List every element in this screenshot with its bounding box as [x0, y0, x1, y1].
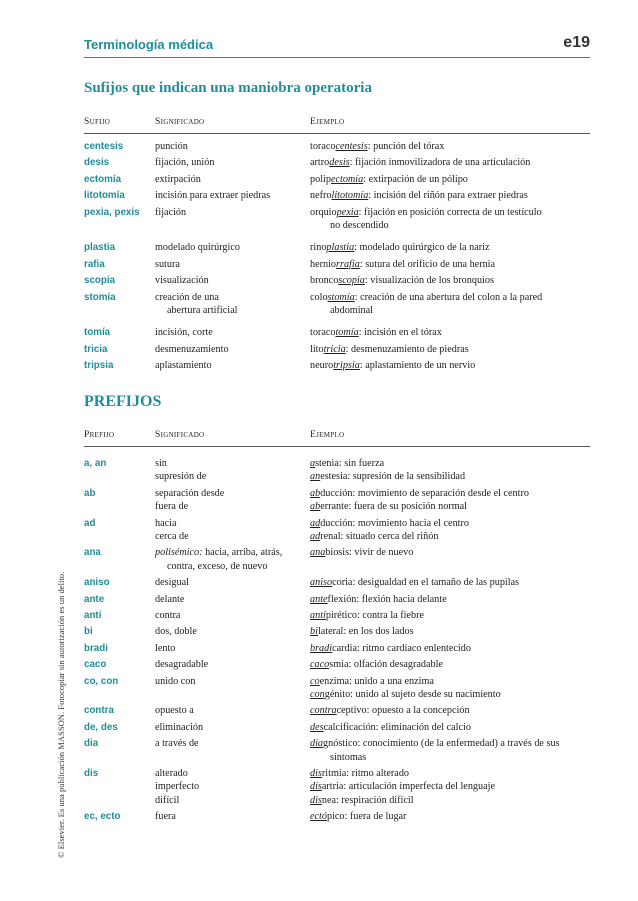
sufijo-term: pexia, pexis — [84, 206, 140, 218]
example-line: adrenal: situado cerca del riñón — [310, 531, 439, 542]
affix-highlight: ante — [310, 593, 328, 605]
significado-cell — [155, 343, 305, 356]
table-row — [84, 274, 590, 290]
chapter-title: Terminología médica — [84, 37, 214, 52]
affix-highlight: desis — [329, 157, 350, 169]
affix-highlight: an — [310, 471, 321, 483]
significado-cell — [155, 658, 305, 671]
prefijo-term: aniso — [84, 577, 110, 589]
ejemplo-cell — [310, 576, 592, 589]
table-row — [84, 625, 590, 641]
meaning-line: separación desde — [155, 487, 225, 499]
example-line: anabiosis: vivir de nuevo — [310, 547, 414, 559]
significado-cell — [155, 642, 305, 655]
column-header-sufijo: Sufijo — [84, 117, 111, 127]
affix-highlight: tomía — [335, 327, 359, 339]
example-line: coenzima: unido a una enzima — [310, 675, 434, 687]
table-row — [84, 767, 590, 810]
example-line: astenia: sin fuerza — [310, 458, 385, 469]
ejemplo-cell — [310, 326, 592, 339]
example-line: no descendido — [330, 219, 389, 231]
affix-highlight: caco — [310, 659, 330, 671]
affix-highlight: ad — [310, 531, 321, 542]
prefijos-table — [84, 457, 590, 826]
meaning-line: extirpación — [155, 173, 201, 185]
table-row — [84, 140, 590, 156]
affix-highlight: anti — [310, 609, 326, 621]
sufijo-term: ectomía — [84, 173, 122, 185]
sufijo-term: rafia — [84, 258, 105, 270]
example-line: abducción: movimiento de separación desde el centro — [310, 487, 529, 499]
ejemplo-cell — [310, 241, 592, 254]
affix-highlight: bi — [310, 626, 318, 638]
prefijo-term: caco — [84, 659, 107, 671]
page-number: e19 — [563, 34, 590, 51]
meaning-line: a través de — [155, 738, 199, 750]
significado-cell — [155, 274, 305, 287]
ejemplo-cell — [310, 343, 592, 356]
example-line: bilateral: en los dos lados — [310, 626, 414, 638]
example-line: contraceptivo: opuesto a la concepción — [310, 705, 470, 717]
ejemplo-cell — [310, 173, 592, 186]
table-row — [84, 517, 590, 547]
ejemplo-cell — [310, 721, 592, 734]
example-line: orquiopexia: fijación en posición correcta de un testículo — [310, 206, 542, 218]
meaning-line: desagradable — [155, 659, 209, 671]
table-row — [84, 487, 590, 517]
table-row — [84, 609, 590, 625]
table-row — [84, 258, 590, 274]
ejemplo-cell — [310, 206, 592, 233]
prefijo-term: ad — [84, 517, 96, 529]
significado-cell — [155, 810, 305, 823]
example-line: cacosmia: olfación desagradable — [310, 659, 443, 671]
significado-cell — [155, 173, 305, 186]
meaning-line: cerca de — [155, 531, 189, 542]
table-row — [84, 189, 590, 205]
sufijo-term: stomía — [84, 291, 116, 303]
prefijo-term: a, an — [84, 458, 107, 469]
table-row — [84, 457, 590, 487]
affix-highlight: ab — [310, 487, 321, 499]
sufijo-term: litotomía — [84, 190, 125, 202]
table-row — [84, 642, 590, 658]
prefijo-term: bradi — [84, 642, 108, 654]
column-header-prefijo: Prefijo — [84, 430, 115, 440]
significado-cell — [155, 326, 305, 339]
ejemplo-cell — [310, 258, 592, 271]
prefijo-term: anti — [84, 609, 102, 621]
example-line: colostomía: creación de una abertura del colon a la pared — [310, 291, 543, 303]
sufijos-section-title: Sufijos que indican una maniobra operatoria — [84, 80, 372, 96]
table-row — [84, 704, 590, 720]
example-line: toracotomía: incisión en el tórax — [310, 327, 442, 339]
prefijo-term: dia — [84, 738, 99, 750]
affix-highlight: bradi — [310, 642, 333, 654]
example-line: nefrolitotomía: incisión del riñón para extraer piedras — [310, 190, 528, 202]
table-row — [84, 721, 590, 737]
prefijos-column-headers — [84, 430, 590, 448]
meaning-italic: polisémico: — [155, 547, 203, 559]
ejemplo-cell — [310, 156, 592, 169]
significado-cell — [155, 206, 305, 219]
table-row — [84, 675, 590, 705]
significado-cell — [155, 546, 305, 573]
meaning-line: creación de una — [155, 291, 219, 303]
meaning-line: delante — [155, 593, 185, 605]
affix-highlight: tricia — [323, 343, 346, 355]
ejemplo-cell — [310, 704, 592, 717]
example-line: anestesia: supresión de la sensibilidad — [310, 471, 466, 483]
ejemplo-cell — [310, 189, 592, 202]
table-row — [84, 156, 590, 172]
example-line: rinoplastia: modelado quirúrgico de la nariz — [310, 242, 490, 254]
affix-highlight: pexia — [336, 206, 359, 218]
example-line: antipirético: contra la fiebre — [310, 609, 425, 621]
affix-highlight: plastia — [326, 242, 355, 254]
meaning-line: difícil — [155, 794, 180, 806]
significado-cell — [155, 704, 305, 717]
example-line: litotricia: desmenuzamiento de piedras — [310, 343, 469, 355]
ejemplo-cell — [310, 517, 592, 544]
example-line: toracocentesis: punción del tórax — [310, 141, 445, 152]
prefijo-term: ana — [84, 547, 101, 559]
affix-highlight: stomía — [327, 291, 355, 303]
example-line: aberrante: fuera de su posición normal — [310, 501, 468, 513]
sufijo-term: tricia — [84, 343, 108, 355]
column-header-ejemplo: Ejemplo — [310, 117, 345, 127]
header-divider — [84, 446, 590, 447]
ejemplo-cell — [310, 658, 592, 671]
significado-cell — [155, 675, 305, 702]
meaning-line: contra, exceso, de nuevo — [167, 560, 268, 572]
example-line: disritmia: ritmo alterado — [310, 767, 410, 779]
significado-cell — [155, 593, 305, 606]
example-line: congénito: unido al sujeto desde su nacimiento — [310, 688, 501, 700]
significado-cell — [155, 291, 305, 318]
affix-highlight: centesis — [335, 141, 368, 152]
table-row — [84, 173, 590, 189]
example-line: herniorrafia: sutura del orificio de una hernia — [310, 258, 496, 270]
example-line: bradicardia: ritmo cardíaco enlentecido — [310, 642, 471, 654]
affix-highlight: ab — [310, 501, 321, 513]
affix-highlight: scopia — [338, 275, 365, 287]
meaning-line — [155, 688, 305, 701]
table-row — [84, 326, 590, 342]
meaning-line: dos, doble — [155, 626, 197, 638]
sufijo-term: plastia — [84, 242, 116, 254]
affix-highlight: ad — [310, 517, 321, 529]
table-row — [84, 359, 590, 375]
sufijos-table — [84, 140, 590, 376]
example-line: disartria: articulación imperfecta del lenguaje — [310, 781, 495, 793]
significado-cell — [155, 156, 305, 169]
meaning-line: sin — [155, 458, 167, 469]
ejemplo-cell — [310, 546, 592, 573]
significado-cell — [155, 721, 305, 734]
table-row — [84, 576, 590, 592]
prefijo-term: bi — [84, 626, 93, 638]
meaning-line: polisémico: hacia, arriba, atrás, — [155, 547, 283, 559]
meaning-line: fijación, unión — [155, 157, 215, 169]
sufijo-term: tomía — [84, 327, 111, 339]
meaning-line: eliminación — [155, 721, 204, 733]
prefijos-section-title: PREFIJOS — [84, 393, 162, 410]
table-row — [84, 658, 590, 674]
copyright-notice: © Elsevier. Es una publicación MASSON. Fotocopiar sin autorización es un delito. — [56, 571, 66, 858]
ejemplo-cell — [310, 625, 592, 638]
affix-highlight: dis — [310, 781, 322, 793]
meaning-line: contra — [155, 609, 181, 621]
table-row — [84, 343, 590, 359]
ejemplo-cell — [310, 593, 592, 606]
sufijo-term: centesis — [84, 141, 124, 152]
sufijos-column-headers — [84, 117, 590, 135]
example-line: abdominal — [330, 304, 374, 316]
affix-highlight: aniso — [310, 577, 333, 589]
meaning-line: modelado quirúrgico — [155, 242, 240, 254]
meaning-line: desigual — [155, 577, 189, 589]
meaning-line: sutura — [155, 258, 180, 270]
significado-cell — [155, 517, 305, 544]
meaning-line: incisión para extraer piedras — [155, 190, 271, 202]
example-line — [310, 560, 592, 573]
example-line: ectópico: fuera de lugar — [310, 811, 407, 823]
example-line: síntomas — [330, 751, 367, 763]
ejemplo-cell — [310, 487, 592, 514]
column-header-significado: Significado — [155, 117, 205, 127]
prefijo-term: ante — [84, 593, 105, 605]
column-header-ejemplo: Ejemplo — [310, 430, 345, 440]
meaning-line: incisión, corte — [155, 327, 213, 339]
ejemplo-cell — [310, 737, 592, 764]
affix-highlight: ectó — [310, 811, 327, 823]
ejemplo-cell — [310, 291, 592, 318]
meaning-line: lento — [155, 642, 176, 654]
meaning-line: visualización — [155, 275, 209, 287]
example-line: neurotripsia: aplastamiento de un nervio — [310, 360, 476, 372]
significado-cell — [155, 258, 305, 271]
ejemplo-cell — [310, 274, 592, 287]
sufijo-term: tripsia — [84, 360, 114, 372]
sufijo-term: scopia — [84, 275, 116, 287]
meaning-line: punción — [155, 141, 188, 152]
significado-cell — [155, 140, 305, 153]
affix-highlight: ectomía — [330, 173, 364, 185]
meaning-line: imperfecto — [155, 781, 200, 793]
affix-highlight: dis — [310, 794, 322, 806]
meaning-line: abertura artificial — [167, 304, 238, 316]
significado-cell — [155, 576, 305, 589]
meaning-line: hacia — [155, 517, 177, 529]
meaning-line: fuera — [155, 811, 176, 823]
example-line: anisocoria: desigualdad en el tamaño de las pupilas — [310, 577, 520, 589]
ejemplo-cell — [310, 675, 592, 702]
affix-highlight: tripsia — [333, 360, 360, 372]
affix-highlight: dis — [310, 767, 322, 779]
ejemplo-cell — [310, 642, 592, 655]
affix-highlight: dia — [310, 738, 324, 750]
significado-cell — [155, 737, 305, 764]
example-line: artrodesis: fijación inmovilizadora de una articulación — [310, 157, 531, 169]
example-line: disnea: respiración difícil — [310, 794, 414, 806]
affix-highlight: con — [310, 688, 325, 700]
significado-cell — [155, 457, 305, 484]
ejemplo-cell — [310, 359, 592, 372]
example-line: broncoscopia: visualización de los bronquios — [310, 275, 494, 287]
column-header-significado: Significado — [155, 430, 205, 440]
header-rule — [84, 57, 590, 58]
affix-highlight: a — [310, 458, 316, 469]
prefijo-term: co, con — [84, 675, 119, 687]
prefijo-term: contra — [84, 705, 114, 717]
prefijo-term: dis — [84, 767, 99, 779]
significado-cell — [155, 625, 305, 638]
example-line: descalcificación: eliminación del calcio — [310, 721, 471, 733]
prefijo-term: ab — [84, 487, 96, 499]
meaning-line — [155, 751, 305, 764]
significado-cell — [155, 487, 305, 514]
table-row — [84, 593, 590, 609]
meaning-line: opuesto a — [155, 705, 194, 717]
example-line: polipectomía: extirpación de un pólipo — [310, 173, 468, 185]
significado-cell — [155, 767, 305, 807]
header-divider — [84, 133, 590, 134]
meaning-line: fijación — [155, 206, 187, 218]
example-line: adducción: movimiento hacia el centro — [310, 517, 469, 529]
meaning-line: aplastamiento — [155, 360, 212, 372]
meaning-line: fuera de — [155, 501, 189, 513]
ejemplo-cell — [310, 140, 592, 153]
meaning-line: supresión de — [155, 471, 207, 483]
prefijo-term: de, des — [84, 721, 118, 733]
example-line: anteflexión: flexión hacia delante — [310, 593, 447, 605]
affix-highlight: rrafia — [336, 258, 360, 270]
significado-cell — [155, 241, 305, 254]
affix-highlight: co — [310, 675, 320, 687]
affix-highlight: ana — [310, 547, 326, 559]
sufijo-term: desis — [84, 157, 110, 169]
table-row — [84, 291, 590, 321]
meaning-line: unido con — [155, 675, 196, 687]
affix-highlight: des — [310, 721, 324, 733]
ejemplo-cell — [310, 810, 592, 823]
table-row — [84, 241, 590, 257]
table-row — [84, 737, 590, 767]
meaning-line: alterado — [155, 767, 188, 779]
table-row — [84, 810, 590, 826]
significado-cell — [155, 609, 305, 622]
affix-highlight: contra — [310, 705, 337, 717]
significado-cell — [155, 189, 305, 202]
affix-highlight: litotomía — [331, 190, 369, 202]
significado-cell — [155, 359, 305, 372]
running-header — [84, 34, 590, 59]
ejemplo-cell — [310, 457, 592, 484]
ejemplo-cell — [310, 609, 592, 622]
example-line: diagnóstico: conocimiento (de la enfermedad) a través de sus — [310, 738, 560, 750]
prefijo-term: ec, ecto — [84, 811, 121, 823]
table-row — [84, 206, 590, 236]
table-row — [84, 546, 590, 576]
meaning-line: desmenuzamiento — [155, 343, 229, 355]
ejemplo-cell — [310, 767, 592, 807]
